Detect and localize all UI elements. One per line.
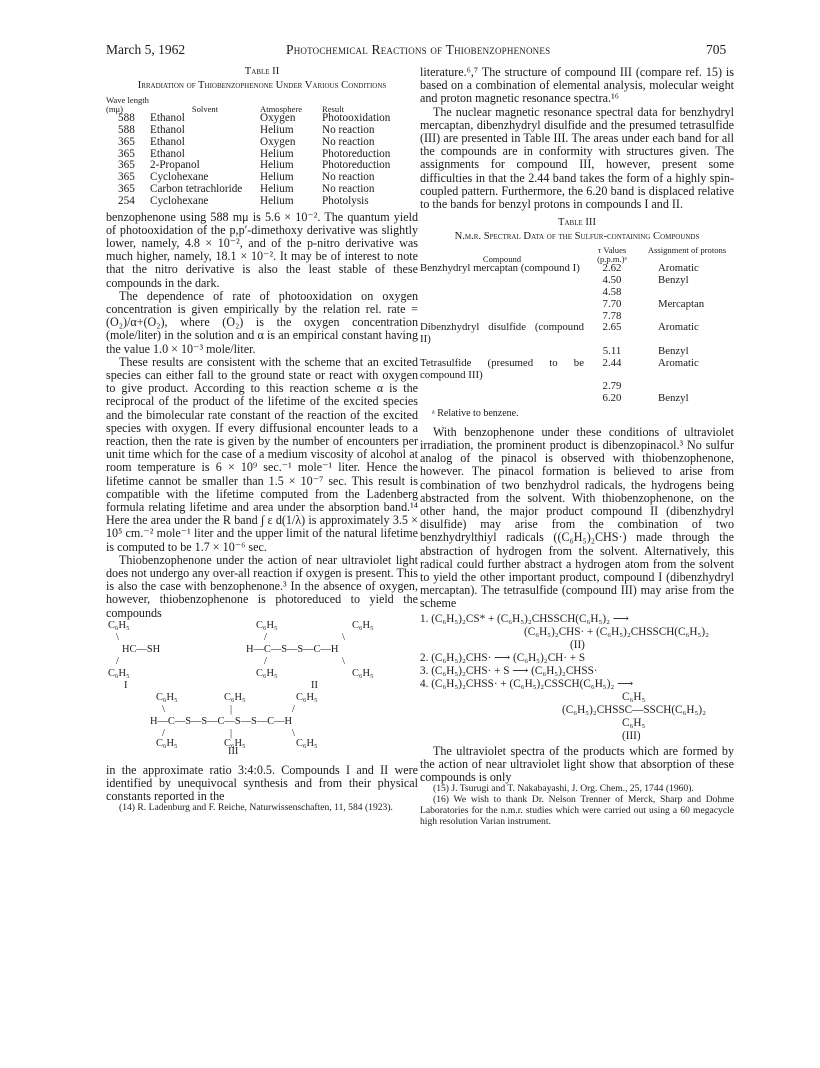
table2-cell: No reaction	[322, 135, 375, 148]
table3-row	[420, 299, 734, 311]
table2-cell: Photooxidation	[322, 112, 391, 125]
right-column	[420, 66, 734, 827]
table2-cell: Photoreduction	[322, 147, 391, 160]
table3-caption: N.m.r. Spectral Data of the Sulfur-containing Compounds	[454, 231, 700, 243]
table2-cell: 365	[118, 159, 135, 172]
table3-cell: Aromatic	[658, 262, 699, 275]
table2-header	[106, 96, 418, 113]
table3-body	[420, 263, 734, 405]
table3-head-compound: Compound	[482, 253, 522, 264]
struct-i-ph-bottom: C₆H₅	[108, 667, 130, 679]
table2-cell: Cyclohexane	[150, 194, 209, 207]
running-date: March 5, 1962	[106, 42, 186, 57]
table3-cell: Benzyl	[658, 345, 689, 357]
right-paragraph-3: With benzophenone under these conditions of ultraviolet irradiation, the prominent product is dibenzopinacol.³ No sulfur analog of the pinacol is observed with thiobenzophenone, however. The pinacol formation is believed to arise from combination of two benzhydrol radicals, the hydrogens being abstracted from the solvent. With thiobenzophenone, on the other hand, the major product compound II (dibenzhydryl disulfide) may arise from the combination of two benzhydrylthiyl radicals ((C₆H₅)₂CHS·) made through the abstraction of hydrogen from the solvent. Alternatively, this radical could further abstract a hydrogen atom from the solvent to yield the other important product, compound I (dibenzhydryl mercaptan). The tetrasulfide (compound III) may arise from the scheme	[420, 424, 734, 611]
table2-title: Table II	[244, 66, 280, 77]
table3-cell: 6.20	[602, 392, 622, 405]
footnote-15: (15) J. Tsurugi and T. Nakabayashi, J. Org. Chem., 25, 1744 (1960).	[433, 783, 694, 795]
left-column	[106, 66, 418, 814]
eq-4-label: (III)	[622, 729, 641, 742]
table2-cell: Ethanol	[150, 147, 185, 160]
table3-cell: Mercaptan	[658, 297, 705, 310]
running-title: Photochemical Reactions of Thiobenzophenones	[286, 42, 551, 57]
table3-cell: 5.11	[602, 345, 622, 357]
struct-iii-ph-2: C₆H₅	[224, 691, 246, 703]
table2-cell: No reaction	[322, 182, 375, 195]
table2-cell: Oxygen	[260, 135, 296, 148]
table2-head-wave: Wave length (mμ)	[106, 95, 149, 114]
table2-cell: No reaction	[322, 171, 375, 184]
table2-cell: Helium	[260, 194, 294, 207]
table3-cell	[420, 275, 584, 287]
table2-cell: Photolysis	[322, 194, 369, 207]
footnote-16: (16) We wish to thank Dr. Nelson Trenner of Merck, Sharp and Dohme Laboratories for the n.m.r. studies which were carried out using a 60 megacycle high resolution Varian instrument.	[420, 794, 734, 827]
table3-cell: Tetrasulfide (presumed to be compound III)	[420, 356, 584, 381]
table3	[420, 246, 734, 405]
table2-cell: 365	[118, 135, 135, 148]
table3-cell: 7.78	[602, 309, 622, 322]
right-paragraph-1: literature.⁶,⁷ The structure of compound III (compare ref. 15) is based on a combination of elemental analysis, molecular weight and proton magnetic resonance spectra.¹⁶	[420, 65, 734, 106]
table2-cell: 588	[118, 123, 135, 136]
right-paragraph-4: The ultraviolet spectra of the products which are formed by the action of near ultraviolet light show that absorption of these compounds is only	[420, 743, 734, 785]
table2-cell: Helium	[260, 123, 294, 136]
table2-head-result: Result	[322, 103, 344, 114]
table3-cell: Benzyl	[658, 392, 689, 405]
table3-header	[420, 246, 734, 263]
table2	[106, 96, 418, 208]
table3-row	[420, 322, 734, 346]
table2-row	[106, 184, 418, 196]
table2-cell: Photoreduction	[322, 159, 391, 172]
table3-row	[420, 393, 734, 405]
struct-ii-core: H—C—S—S—C—H	[246, 643, 339, 655]
struct-iii-ph-5: C₆H₅	[224, 737, 246, 749]
reaction-scheme	[420, 613, 734, 743]
left-paragraph-1: benzophenone using 588 mμ is 5.6 × 10⁻². The quantum yield of photooxidation of the p,p′-dimethoxy derivative was slightly lower, namely, 4.8 × 10⁻², and of the p-nitro derivative was much higher, namely, 18.1 × 10⁻². It may be of interest to note that the nitro derivative is also the least stable of these compounds in the dark.	[106, 209, 418, 290]
right-paragraph-2: The nuclear magnetic resonance spectral data for benzhydryl mercaptan, dibenzhydryl disulfide and the presumed tetrasulfide (III) are presented in Table III. The areas under each band for all the compounds are in conformity with structures given. The assignments for compound III, however, present some difficulties in that the 2.44 band takes the form of a highly spin-coupled pattern. Furthermore, the 6.20 band is displaced relative to the bands for benzyl protons in compounds I and II.	[420, 104, 734, 212]
table3-cell: 2.79	[602, 380, 622, 393]
table3-head-tau: τ Values (p.p.m.)ᵃ	[597, 245, 627, 264]
table2-row	[106, 196, 418, 208]
left-paragraph-5: in the approximate ratio 3:4:0.5. Compounds I and II were identified by unequivocal synthesis and from their physical constants reported in the	[106, 762, 418, 804]
table2-head-atmosphere: Atmosphere	[260, 103, 303, 114]
table2-cell: Ethanol	[150, 135, 185, 148]
struct-i-label: I	[124, 679, 128, 691]
eq-2: 2. (C₆H₅)₂CHS· ⟶ (C₆H₅)₂CH· + S	[420, 651, 586, 664]
struct-iii-core: H—C—S—S—C—S—S—C—H	[150, 715, 293, 727]
eq-3: 3. (C₆H₅)₂CHS· + S ⟶ (C₆H₅)₂CHSS·	[420, 664, 598, 677]
table3-footnote: ᵃ Relative to benzene.	[432, 407, 519, 419]
struct-ii-ph-tl: C₆H₅	[256, 619, 278, 631]
table2-cell: 2-Propanol	[150, 159, 200, 172]
table2-cell: Cyclohexane	[150, 171, 209, 184]
table2-cell: Ethanol	[150, 123, 185, 136]
table3-cell: 7.70	[602, 297, 622, 310]
eq-1-line-a: 1. (C₆H₅)₂CS* + (C₆H₅)₂CHSSCH(C₆H₅)₂ ⟶	[420, 612, 629, 625]
table3-title: Table III	[558, 217, 596, 229]
table2-cell: 365	[118, 182, 135, 195]
table3-head-assign: Assignment of protons	[647, 245, 727, 256]
table3-cell: 2.65	[602, 321, 622, 334]
table2-cell: 365	[118, 147, 135, 160]
eq-4-line-c: (C₆H₅)₂CHSSC—SSCH(C₆H₅)₂	[562, 703, 707, 716]
struct-ii-ph-bl: C₆H₅	[256, 667, 278, 679]
eq-4-ph-bottom: C₆H₅	[622, 716, 646, 729]
table2-cell: Helium	[260, 171, 294, 184]
struct-ii-ph-tr: C₆H₅	[352, 619, 374, 631]
table3-cell: 4.50	[602, 274, 622, 287]
table2-head-solvent: Solvent	[191, 103, 219, 114]
table2-row	[106, 125, 418, 137]
left-paragraph-4: Thiobenzophenone under the action of near ultraviolet light does not undergo any over-all reaction if oxygen is present. This is also the case with benzophenone.³ In the absence of oxygen, however, thiobenzophenone is photoreduced to yield the compounds	[106, 552, 418, 620]
table3-cell: Benzyl	[658, 274, 689, 287]
table3-cell: 4.58	[602, 286, 622, 299]
table3-cell: 2.44	[602, 356, 622, 369]
table2-cell: 254	[118, 194, 135, 207]
struct-i-ph-top: C₆H₅	[108, 619, 130, 631]
table2-cell: 365	[118, 171, 135, 184]
struct-iii-label: III	[228, 745, 239, 757]
table2-cell: 588	[118, 112, 135, 125]
table2-row	[106, 137, 418, 149]
table2-caption: Irradiation of Thiobenzophenone Under Various Conditions	[137, 80, 387, 91]
table3-cell	[420, 393, 584, 405]
table3-cell: Benzhydryl mercaptan (compound I)	[420, 262, 580, 275]
table2-cell: Oxygen	[260, 112, 296, 125]
left-paragraph-3: These results are consistent with the scheme that an excited species can either fall to the ground state or react with oxygen to give product. According to this reaction scheme α is the reciprocal of the product of the lifetime of the excited species and the bimolecular rate constant of the reaction of the excited species with oxygen. If every diffusional encounter leads to a reaction, then the rate is given by the number of encounters per unit time which for the case of a medium viscosity of alcohol at room temperature is 6 × 10⁹ sec.⁻¹ mole⁻¹ liter. Hence the lifetime cannot be smaller than 1.5 × 10⁻⁷ sec. This result is compatible with the lifetime computed from the Ladenberg formula relating lifetime and area under the absorption band.¹⁴ Here the area under the R band ∫ ε d(1/λ) is approximately 3.5 × 10⁵ cm.⁻² mole⁻¹ liter and the upper limit of the natural lifetime is computed to be 1.7 × 10⁻⁶ sec.	[106, 354, 418, 554]
eq-1-label: (II)	[570, 638, 585, 651]
table3-cell	[420, 287, 584, 299]
table2-cell: No reaction	[322, 123, 375, 136]
struct-ii-label: II	[311, 679, 318, 691]
table2-cell: Ethanol	[150, 112, 185, 125]
footnote-14: (14) R. Ladenburg and F. Reiche, Naturwissenschaften, 11, 584 (1923).	[119, 802, 393, 814]
eq-1-line-b: (C₆H₅)₂CHS· + (C₆H₅)₂CHSSCH(C₆H₅)₂	[524, 625, 709, 638]
struct-iii-ph-4: C₆H₅	[156, 737, 178, 749]
table2-cell: Helium	[260, 182, 294, 195]
table3-cell	[420, 381, 584, 393]
table2-cell: Carbon tetrachloride	[150, 182, 243, 195]
struct-iii-ph-6: C₆H₅	[296, 737, 318, 749]
struct-iii-ph-1: C₆H₅	[156, 691, 178, 703]
eq-4-line-a: 4. (C₆H₅)₂CHSS· + (C₆H₅)₂CSSCH(C₆H₅)₂ ⟶	[420, 677, 634, 690]
table3-cell	[420, 299, 584, 311]
table2-cell: Helium	[260, 159, 294, 172]
table3-cell: Aromatic	[658, 321, 699, 334]
table3-row	[420, 275, 734, 287]
table2-cell: Helium	[260, 147, 294, 160]
table3-row	[420, 358, 734, 382]
page-number: 705	[706, 42, 727, 57]
eq-4-ph-top: C₆H₅	[622, 690, 646, 703]
struct-ii-ph-br: C₆H₅	[352, 667, 374, 679]
structures-figure: C₆H₅ \ HC—SH / C₆H₅ I C₆H₅ C₆H₅ / \ H—C—S—S—C—H / \ C₆H₅ C₆H₅ II C₆H₅ C₆H₅ C₆H₅ \ | / H—C—S—S—C—S—S—C—H / | \ C₆H₅ C₆H₅ C₆H₅ III	[108, 619, 374, 757]
struct-i-core: HC—SH	[122, 643, 161, 655]
left-paragraph-2: The dependence of rate of photooxidation on oxygen concentration is given empirically by the relation rel. rate = (O₂)/α+(O₂), where (O₂) is the oxygen concentration (mole/liter) in the solution and α is an empirical constant having the value 1.0 × 10⁻³ mole/liter.	[106, 288, 418, 356]
table3-cell: 2.62	[602, 262, 622, 275]
table3-cell: Aromatic	[658, 356, 699, 369]
struct-iii-ph-3: C₆H₅	[296, 691, 318, 703]
table2-body	[106, 113, 418, 207]
table3-cell: Dibenzhydryl disulfide (compound II)	[420, 321, 584, 346]
